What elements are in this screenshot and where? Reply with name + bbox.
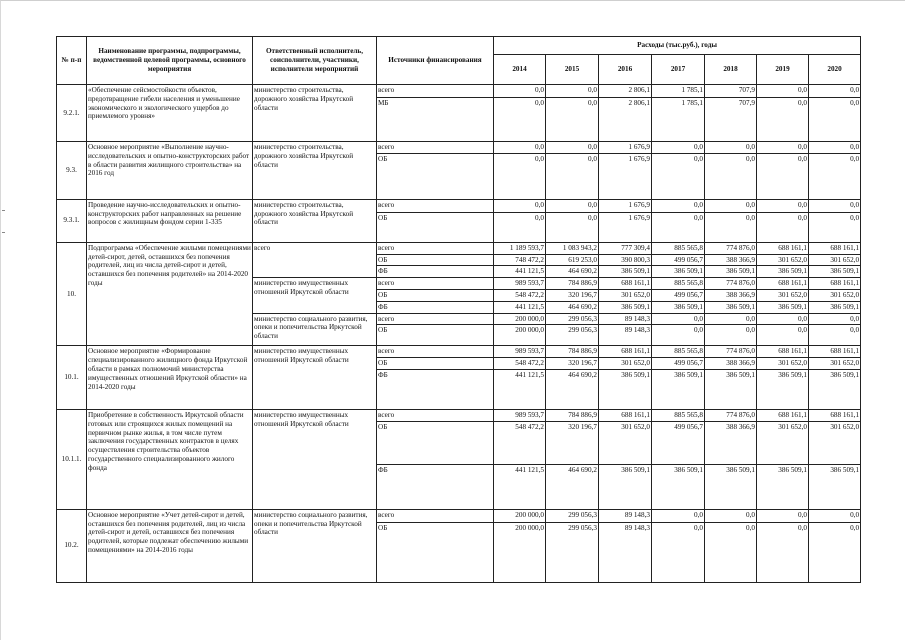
expense-value: 0,0 bbox=[546, 98, 599, 142]
funding-source: ОБ bbox=[377, 212, 494, 242]
program-name: «Обеспечение сейсмостойкости объектов, предотвращение гибели населения и уменьшение экономического и экологического ущербов до приемлемого уровня» bbox=[87, 85, 253, 142]
expense-value: 0,0 bbox=[546, 153, 599, 199]
expense-value: 688 161,1 bbox=[809, 409, 861, 421]
funding-source: всего bbox=[377, 509, 494, 522]
expense-value: 885 565,8 bbox=[652, 409, 705, 421]
table-row bbox=[57, 142, 861, 154]
expense-value: 688 161,1 bbox=[809, 346, 861, 358]
expense-value: 2 806,1 bbox=[599, 85, 652, 98]
expense-value: 784 886,9 bbox=[546, 278, 599, 290]
expense-value: 464 690,2 bbox=[546, 301, 599, 313]
expense-value: 301 652,0 bbox=[757, 421, 809, 464]
scan-mark bbox=[2, 210, 5, 211]
expense-value: 0,0 bbox=[757, 85, 809, 98]
expense-value: 386 509,1 bbox=[652, 266, 705, 278]
funding-source: всего bbox=[377, 409, 494, 421]
expense-value: 0,0 bbox=[546, 85, 599, 98]
funding-source: ОБ bbox=[377, 153, 494, 199]
expense-value: 0,0 bbox=[809, 325, 861, 346]
funding-source: ФБ bbox=[377, 301, 494, 313]
program-name: Основное мероприятие «Формирование специализированного жилищного фонда Иркутской области в рамках полномочий министерства имущественных отношений Иркутской области» на 2014-2020 годы bbox=[87, 346, 253, 410]
expense-value: 299 056,3 bbox=[546, 522, 599, 582]
expense-value: 386 509,1 bbox=[705, 266, 757, 278]
row-number: 10.2. bbox=[57, 509, 87, 582]
expense-value: 0,0 bbox=[757, 212, 809, 242]
expense-value: 1 676,9 bbox=[599, 142, 652, 154]
expense-value: 0,0 bbox=[705, 522, 757, 582]
funding-source: всего bbox=[377, 85, 494, 98]
executor: министерство имущественных отношений Иркутской области bbox=[253, 346, 377, 410]
expense-value: 386 509,1 bbox=[809, 266, 861, 278]
executor: министерство социального развития, опеки и попечительства Иркутской области bbox=[253, 509, 377, 582]
expense-value: 388 366,9 bbox=[705, 358, 757, 370]
funding-source: всего bbox=[377, 346, 494, 358]
expense-value: 748 472,2 bbox=[494, 254, 546, 266]
expense-value: 1 676,9 bbox=[599, 153, 652, 199]
header-name: Наименование программы, подпрограммы, ведомственной целевой программы, основного мероприятия bbox=[87, 37, 253, 85]
expense-value: 386 509,1 bbox=[705, 301, 757, 313]
expense-value: 0,0 bbox=[757, 142, 809, 154]
expense-value: 774 876,0 bbox=[705, 346, 757, 358]
expense-value: 0,0 bbox=[757, 325, 809, 346]
expense-value: 441 121,5 bbox=[494, 369, 546, 409]
header-year: 2014 bbox=[494, 55, 546, 85]
budget-table bbox=[56, 36, 861, 583]
expense-value: 548 472,2 bbox=[494, 421, 546, 464]
expense-value: 386 509,1 bbox=[809, 464, 861, 509]
expense-value: 0,0 bbox=[494, 153, 546, 199]
expense-value: 388 366,9 bbox=[705, 421, 757, 464]
funding-source: ФБ bbox=[377, 464, 494, 509]
expense-value: 774 876,0 bbox=[705, 409, 757, 421]
expense-value: 688 161,1 bbox=[757, 346, 809, 358]
header-year: 2016 bbox=[599, 55, 652, 85]
expense-value: 386 509,1 bbox=[599, 464, 652, 509]
expense-value: 89 148,3 bbox=[599, 522, 652, 582]
expense-value: 0,0 bbox=[494, 212, 546, 242]
expense-value: 499 056,7 bbox=[652, 421, 705, 464]
expense-value: 0,0 bbox=[546, 142, 599, 154]
funding-source: ОБ bbox=[377, 289, 494, 301]
header-year: 2018 bbox=[705, 55, 757, 85]
row-number: 9.3. bbox=[57, 142, 87, 200]
expense-value: 688 161,1 bbox=[599, 278, 652, 290]
expense-value: 0,0 bbox=[809, 199, 861, 212]
expense-value: 688 161,1 bbox=[757, 242, 809, 254]
table-row bbox=[57, 199, 861, 212]
expense-value: 0,0 bbox=[757, 509, 809, 522]
expense-value: 0,0 bbox=[652, 313, 705, 325]
expense-value: 0,0 bbox=[652, 212, 705, 242]
row-number: 9.3.1. bbox=[57, 199, 87, 242]
expense-value: 548 472,2 bbox=[494, 358, 546, 370]
expense-value: 0,0 bbox=[809, 98, 861, 142]
expense-value: 89 148,3 bbox=[599, 313, 652, 325]
expense-value: 885 565,8 bbox=[652, 242, 705, 254]
funding-source: ОБ bbox=[377, 522, 494, 582]
expense-value: 0,0 bbox=[809, 153, 861, 199]
funding-source: ФБ bbox=[377, 266, 494, 278]
expense-value: 386 509,1 bbox=[705, 369, 757, 409]
expense-value: 0,0 bbox=[494, 85, 546, 98]
expense-value: 784 886,9 bbox=[546, 409, 599, 421]
header-year: 2015 bbox=[546, 55, 599, 85]
header-year: 2019 bbox=[757, 55, 809, 85]
expense-value: 299 056,3 bbox=[546, 509, 599, 522]
expense-value: 320 196,7 bbox=[546, 421, 599, 464]
row-number: 9.2.1. bbox=[57, 85, 87, 142]
executor: министерство социального развития, опеки и попечительства Иркутской области bbox=[253, 313, 377, 346]
expense-value: 200 000,0 bbox=[494, 509, 546, 522]
expense-value: 0,0 bbox=[809, 142, 861, 154]
expense-value: 200 000,0 bbox=[494, 522, 546, 582]
expense-value: 989 593,7 bbox=[494, 346, 546, 358]
executor: всего bbox=[253, 242, 377, 277]
expense-value: 0,0 bbox=[809, 509, 861, 522]
expense-value: 774 876,0 bbox=[705, 278, 757, 290]
expense-value: 320 196,7 bbox=[546, 289, 599, 301]
scan-mark bbox=[2, 232, 5, 233]
expense-value: 774 876,0 bbox=[705, 242, 757, 254]
expense-value: 301 652,0 bbox=[599, 358, 652, 370]
expense-value: 301 652,0 bbox=[809, 289, 861, 301]
expense-value: 301 652,0 bbox=[809, 421, 861, 464]
header-year: 2020 bbox=[809, 55, 861, 85]
expense-value: 464 690,2 bbox=[546, 464, 599, 509]
table-row bbox=[57, 85, 861, 98]
expense-value: 885 565,8 bbox=[652, 278, 705, 290]
expense-value: 386 509,1 bbox=[809, 369, 861, 409]
expense-value: 499 056,7 bbox=[652, 254, 705, 266]
expense-value: 0,0 bbox=[705, 212, 757, 242]
expense-value: 386 509,1 bbox=[599, 301, 652, 313]
funding-source: ОБ bbox=[377, 325, 494, 346]
expense-value: 390 800,3 bbox=[599, 254, 652, 266]
expense-value: 1 785,1 bbox=[652, 98, 705, 142]
expense-value: 200 000,0 bbox=[494, 325, 546, 346]
expense-value: 301 652,0 bbox=[757, 254, 809, 266]
table-row bbox=[57, 346, 861, 358]
header-num: № п-п bbox=[57, 37, 87, 85]
executor: министерство строительства, дорожного хозяйства Иркутской области bbox=[253, 142, 377, 200]
expense-value: 885 565,8 bbox=[652, 346, 705, 358]
expense-value: 0,0 bbox=[652, 142, 705, 154]
program-name: Подпрограмма «Обеспечение жилыми помещениями детей-сирот, детей, оставшихся без попечения родителей, лиц из числа детей-сирот и детей, оставшихся без попечения родителей» на 2014-2020 годы bbox=[87, 242, 253, 346]
expense-value: 386 509,1 bbox=[705, 464, 757, 509]
funding-source: всего bbox=[377, 278, 494, 290]
expense-value: 0,0 bbox=[705, 199, 757, 212]
expense-value: 499 056,7 bbox=[652, 358, 705, 370]
expense-value: 784 886,9 bbox=[546, 346, 599, 358]
expense-value: 386 509,1 bbox=[757, 464, 809, 509]
row-number: 10.1.1. bbox=[57, 409, 87, 509]
expense-value: 386 509,1 bbox=[652, 301, 705, 313]
header-year: 2017 bbox=[652, 55, 705, 85]
expense-value: 299 056,3 bbox=[546, 313, 599, 325]
funding-source: всего bbox=[377, 313, 494, 325]
program-name: Основное мероприятие «Учет детей-сирот и детей, оставшихся без попечения родителей, лиц из числа детей-сирот и детей, оставшихся без попечения родителей, которые подлежат обеспечению жилыми помещениями» на 2014-2016 годы bbox=[87, 509, 253, 582]
expense-value: 301 652,0 bbox=[757, 289, 809, 301]
expense-value: 1 189 593,7 bbox=[494, 242, 546, 254]
expense-value: 301 652,0 bbox=[599, 289, 652, 301]
expense-value: 0,0 bbox=[652, 509, 705, 522]
header-executor: Ответственный исполнитель, соисполнители, участники, исполнители мероприятий bbox=[253, 37, 377, 85]
expense-value: 386 509,1 bbox=[599, 266, 652, 278]
expense-value: 386 509,1 bbox=[652, 464, 705, 509]
expense-value: 89 148,3 bbox=[599, 325, 652, 346]
program-name: Основное мероприятие «Выполнение научно-исследовательских и опытно-конструкторских работ в области развития жилищного строительства» на 2016 год bbox=[87, 142, 253, 200]
expense-value: 441 121,5 bbox=[494, 464, 546, 509]
expense-value: 386 509,1 bbox=[757, 301, 809, 313]
expense-value: 0,0 bbox=[757, 199, 809, 212]
expense-value: 386 509,1 bbox=[652, 369, 705, 409]
expense-value: 989 593,7 bbox=[494, 278, 546, 290]
funding-source: всего bbox=[377, 199, 494, 212]
program-name: Проведение научно-исследовательских и опытно-конструкторских работ направленных на решение вопросов с жилищным фондом серии 1-335 bbox=[87, 199, 253, 242]
expense-value: 0,0 bbox=[809, 212, 861, 242]
expense-value: 89 148,3 bbox=[599, 509, 652, 522]
row-number: 10. bbox=[57, 242, 87, 346]
expense-value: 0,0 bbox=[546, 212, 599, 242]
expense-value: 688 161,1 bbox=[809, 278, 861, 290]
executor: министерство строительства, дорожного хозяйства Иркутской области bbox=[253, 85, 377, 142]
executor: министерство строительства, дорожного хозяйства Иркутской области bbox=[253, 199, 377, 242]
expense-value: 388 366,9 bbox=[705, 254, 757, 266]
expense-value: 0,0 bbox=[652, 325, 705, 346]
expense-value: 0,0 bbox=[546, 199, 599, 212]
expense-value: 0,0 bbox=[705, 153, 757, 199]
expense-value: 0,0 bbox=[494, 199, 546, 212]
expense-value: 464 690,2 bbox=[546, 266, 599, 278]
funding-source: ФБ bbox=[377, 369, 494, 409]
expense-value: 688 161,1 bbox=[757, 278, 809, 290]
expense-value: 320 196,7 bbox=[546, 358, 599, 370]
row-number: 10.1. bbox=[57, 346, 87, 410]
expense-value: 0,0 bbox=[705, 142, 757, 154]
table-body bbox=[57, 85, 861, 583]
expense-value: 0,0 bbox=[705, 509, 757, 522]
expense-value: 707,9 bbox=[705, 98, 757, 142]
expense-value: 0,0 bbox=[705, 313, 757, 325]
expense-value: 688 161,1 bbox=[599, 346, 652, 358]
expense-value: 386 509,1 bbox=[599, 369, 652, 409]
expense-value: 0,0 bbox=[757, 313, 809, 325]
expense-value: 707,9 bbox=[705, 85, 757, 98]
expense-value: 0,0 bbox=[757, 98, 809, 142]
expense-value: 386 509,1 bbox=[809, 301, 861, 313]
expense-value: 0,0 bbox=[757, 522, 809, 582]
table-row bbox=[57, 409, 861, 421]
expense-value: 619 253,0 bbox=[546, 254, 599, 266]
expense-value: 0,0 bbox=[809, 313, 861, 325]
expense-value: 301 652,0 bbox=[809, 358, 861, 370]
expense-value: 464 690,2 bbox=[546, 369, 599, 409]
expense-value: 0,0 bbox=[809, 522, 861, 582]
expense-value: 388 366,9 bbox=[705, 289, 757, 301]
expense-value: 688 161,1 bbox=[757, 409, 809, 421]
expense-value: 200 000,0 bbox=[494, 313, 546, 325]
expense-value: 0,0 bbox=[652, 153, 705, 199]
expense-value: 441 121,5 bbox=[494, 266, 546, 278]
expense-value: 0,0 bbox=[757, 153, 809, 199]
executor: министерство имущественных отношений Иркутской области bbox=[253, 409, 377, 509]
funding-source: ОБ bbox=[377, 358, 494, 370]
funding-source: всего bbox=[377, 242, 494, 254]
header-source: Источники финансирования bbox=[377, 37, 494, 85]
expense-value: 499 056,7 bbox=[652, 289, 705, 301]
program-name: Приобретение в собственность Иркутской области готовых или строящихся жилых помещений на первичном рынке жилья, в том числе путем заключения государственных контрактов в целях осуществления строительства объектов государственного специализированного жилого фонда bbox=[87, 409, 253, 509]
expense-value: 0,0 bbox=[809, 85, 861, 98]
expense-value: 0,0 bbox=[494, 142, 546, 154]
expense-value: 301 652,0 bbox=[757, 358, 809, 370]
expense-value: 688 161,1 bbox=[809, 242, 861, 254]
expense-value: 548 472,2 bbox=[494, 289, 546, 301]
funding-source: всего bbox=[377, 142, 494, 154]
expense-value: 1 676,9 bbox=[599, 199, 652, 212]
funding-source: ОБ bbox=[377, 421, 494, 464]
table-row bbox=[57, 242, 861, 254]
expense-value: 1 676,9 bbox=[599, 212, 652, 242]
expense-value: 301 652,0 bbox=[599, 421, 652, 464]
header-expenses: Расходы (тыс.руб.), годы bbox=[494, 37, 861, 55]
expense-value: 0,0 bbox=[705, 325, 757, 346]
expense-value: 386 509,1 bbox=[757, 266, 809, 278]
expense-value: 386 509,1 bbox=[757, 369, 809, 409]
table-row bbox=[57, 509, 861, 522]
expense-value: 0,0 bbox=[652, 522, 705, 582]
expense-value: 989 593,7 bbox=[494, 409, 546, 421]
expense-value: 777 309,4 bbox=[599, 242, 652, 254]
expense-value: 688 161,1 bbox=[599, 409, 652, 421]
expense-value: 299 056,3 bbox=[546, 325, 599, 346]
expense-value: 441 121,5 bbox=[494, 301, 546, 313]
expense-value: 0,0 bbox=[494, 98, 546, 142]
funding-source: ОБ bbox=[377, 254, 494, 266]
expense-value: 1 785,1 bbox=[652, 85, 705, 98]
expense-value: 0,0 bbox=[652, 199, 705, 212]
expense-value: 1 083 943,2 bbox=[546, 242, 599, 254]
expense-value: 2 806,1 bbox=[599, 98, 652, 142]
funding-source: МБ bbox=[377, 98, 494, 142]
expense-value: 301 652,0 bbox=[809, 254, 861, 266]
executor: министерство имущественных отношений Иркутской области bbox=[253, 278, 377, 313]
